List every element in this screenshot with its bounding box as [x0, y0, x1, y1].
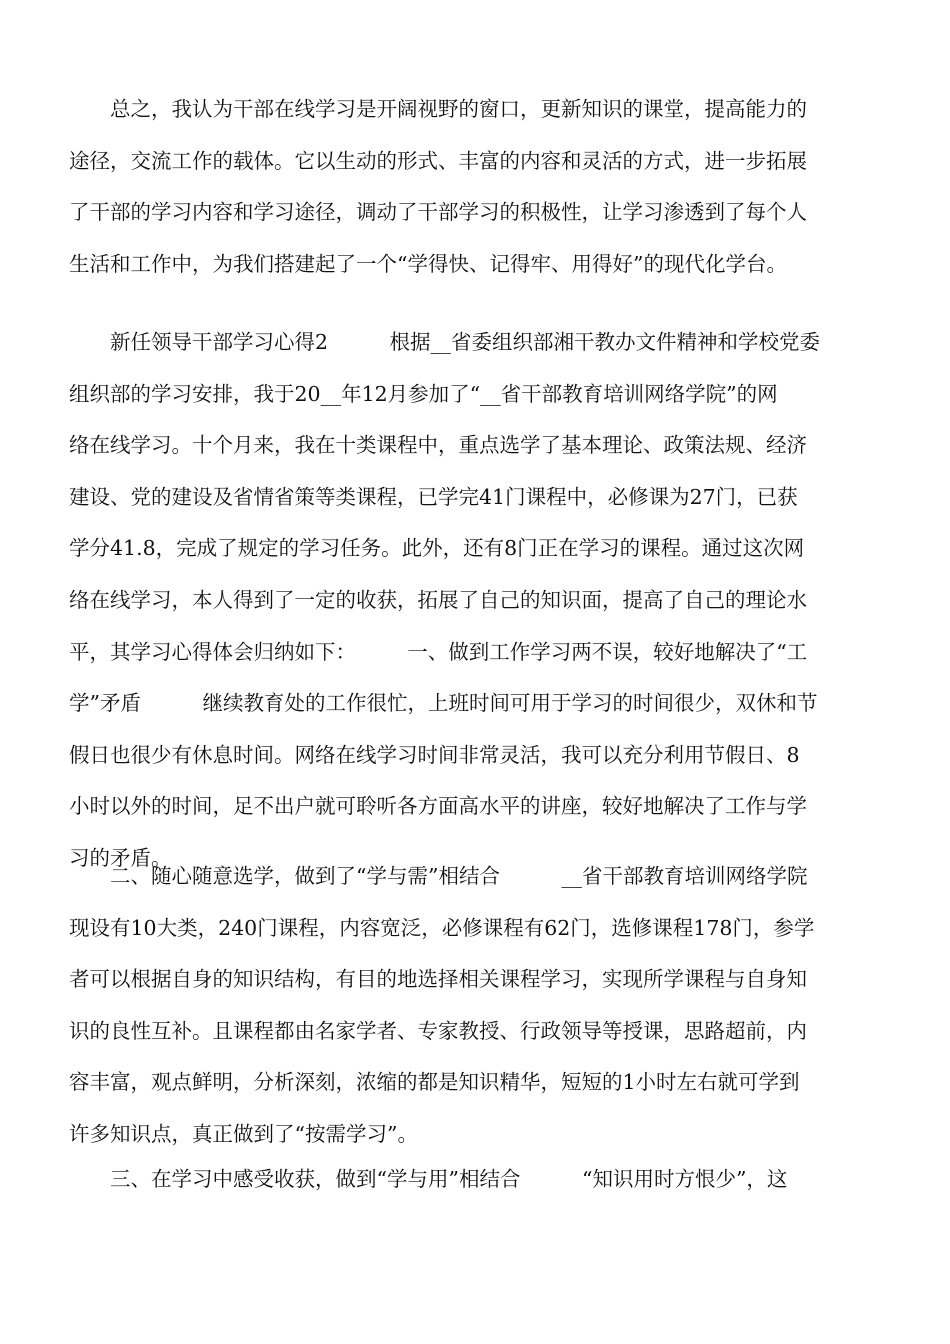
text-line: 平，其学习心得体会归纳如下： 一、做到工作学习两不误，较好地解决了“工 [69, 639, 808, 664]
text-line: 假日也很少有休息时间。网络在线学习时间非常灵活，我可以充分利用节假日、8 [69, 742, 800, 767]
paragraph-section-two [69, 851, 884, 1161]
paragraph-section-three [69, 1154, 884, 1206]
paragraph-summary [69, 84, 884, 290]
text-line: 途径，交流工作的载体。它以生动的形式、丰富的内容和灵活的方式，进一步拓展 [69, 148, 807, 173]
paragraph-study-notes-2 [69, 317, 884, 885]
text-line: 识的良性互补。且课程都由名家学者、专家教授、行政领导等授课，思路超前，内 [69, 1018, 807, 1043]
text-line: 生活和工作中，为我们搭建起了一个“学得快、记得牢、用得好”的现代化学台。 [69, 251, 787, 276]
text-line: 建设、党的建设及省情省策等类课程，已学完41门课程中，必修课为27门，已获 [69, 484, 798, 509]
text-line: 习的矛盾。 [69, 845, 172, 870]
text-line: 新任领导干部学习心得2 根据__省委组织部湘干教办文件精神和学校党委 [110, 330, 821, 354]
text-line: 学”矛盾 继续教育处的工作很忙，上班时间可用于学习的时间很少，双休和节 [69, 691, 818, 716]
text-line: 络在线学习，本人得到了一定的收获，拓展了自己的知识面，提高了自己的理论水 [69, 587, 807, 612]
text-line: 许多知识点，真正做到了“按需学习”。 [69, 1121, 418, 1146]
text-line: 总之，我认为干部在线学习是开阔视野的窗口，更新知识的课堂，提高能力的 [110, 97, 807, 121]
text-line: 组织部的学习安排，我于20__年12月参加了“__省干部教育培训网络学院”的网 [69, 381, 778, 406]
text-line: 者可以根据自身的知识结构，有目的地选择相关课程学习，实现所学课程与自身知 [69, 967, 807, 992]
text-line: 三、在学习中感受收获，做到“学与用”相结合 “知识用时方恨少”，这 [110, 1167, 788, 1191]
text-line: 容丰富，观点鲜明，分析深刻，浓缩的都是知识精华，短短的1小时左右就可学到 [69, 1070, 800, 1095]
text-line: 现设有10大类，240门课程，内容宽泛，必修课程有62门，选修课程178门，参学 [69, 915, 815, 940]
text-line: 学分41.8，完成了规定的学习任务。此外，还有8门正在学习的课程。通过这次网 [69, 536, 805, 561]
text-line: 了干部的学习内容和学习途径，调动了干部学习的积极性，让学习渗透到了每个人 [69, 200, 807, 225]
text-line: 小时以外的时间，足不出户就可聆听各方面高水平的讲座，较好地解决了工作与学 [69, 794, 807, 819]
text-line: 络在线学习。十个月来，我在十类课程中，重点选学了基本理论、政策法规、经济 [69, 433, 807, 458]
text-line: 二、随心随意选学，做到了“学与需”相结合 __省干部教育培训网络学院 [110, 864, 808, 888]
